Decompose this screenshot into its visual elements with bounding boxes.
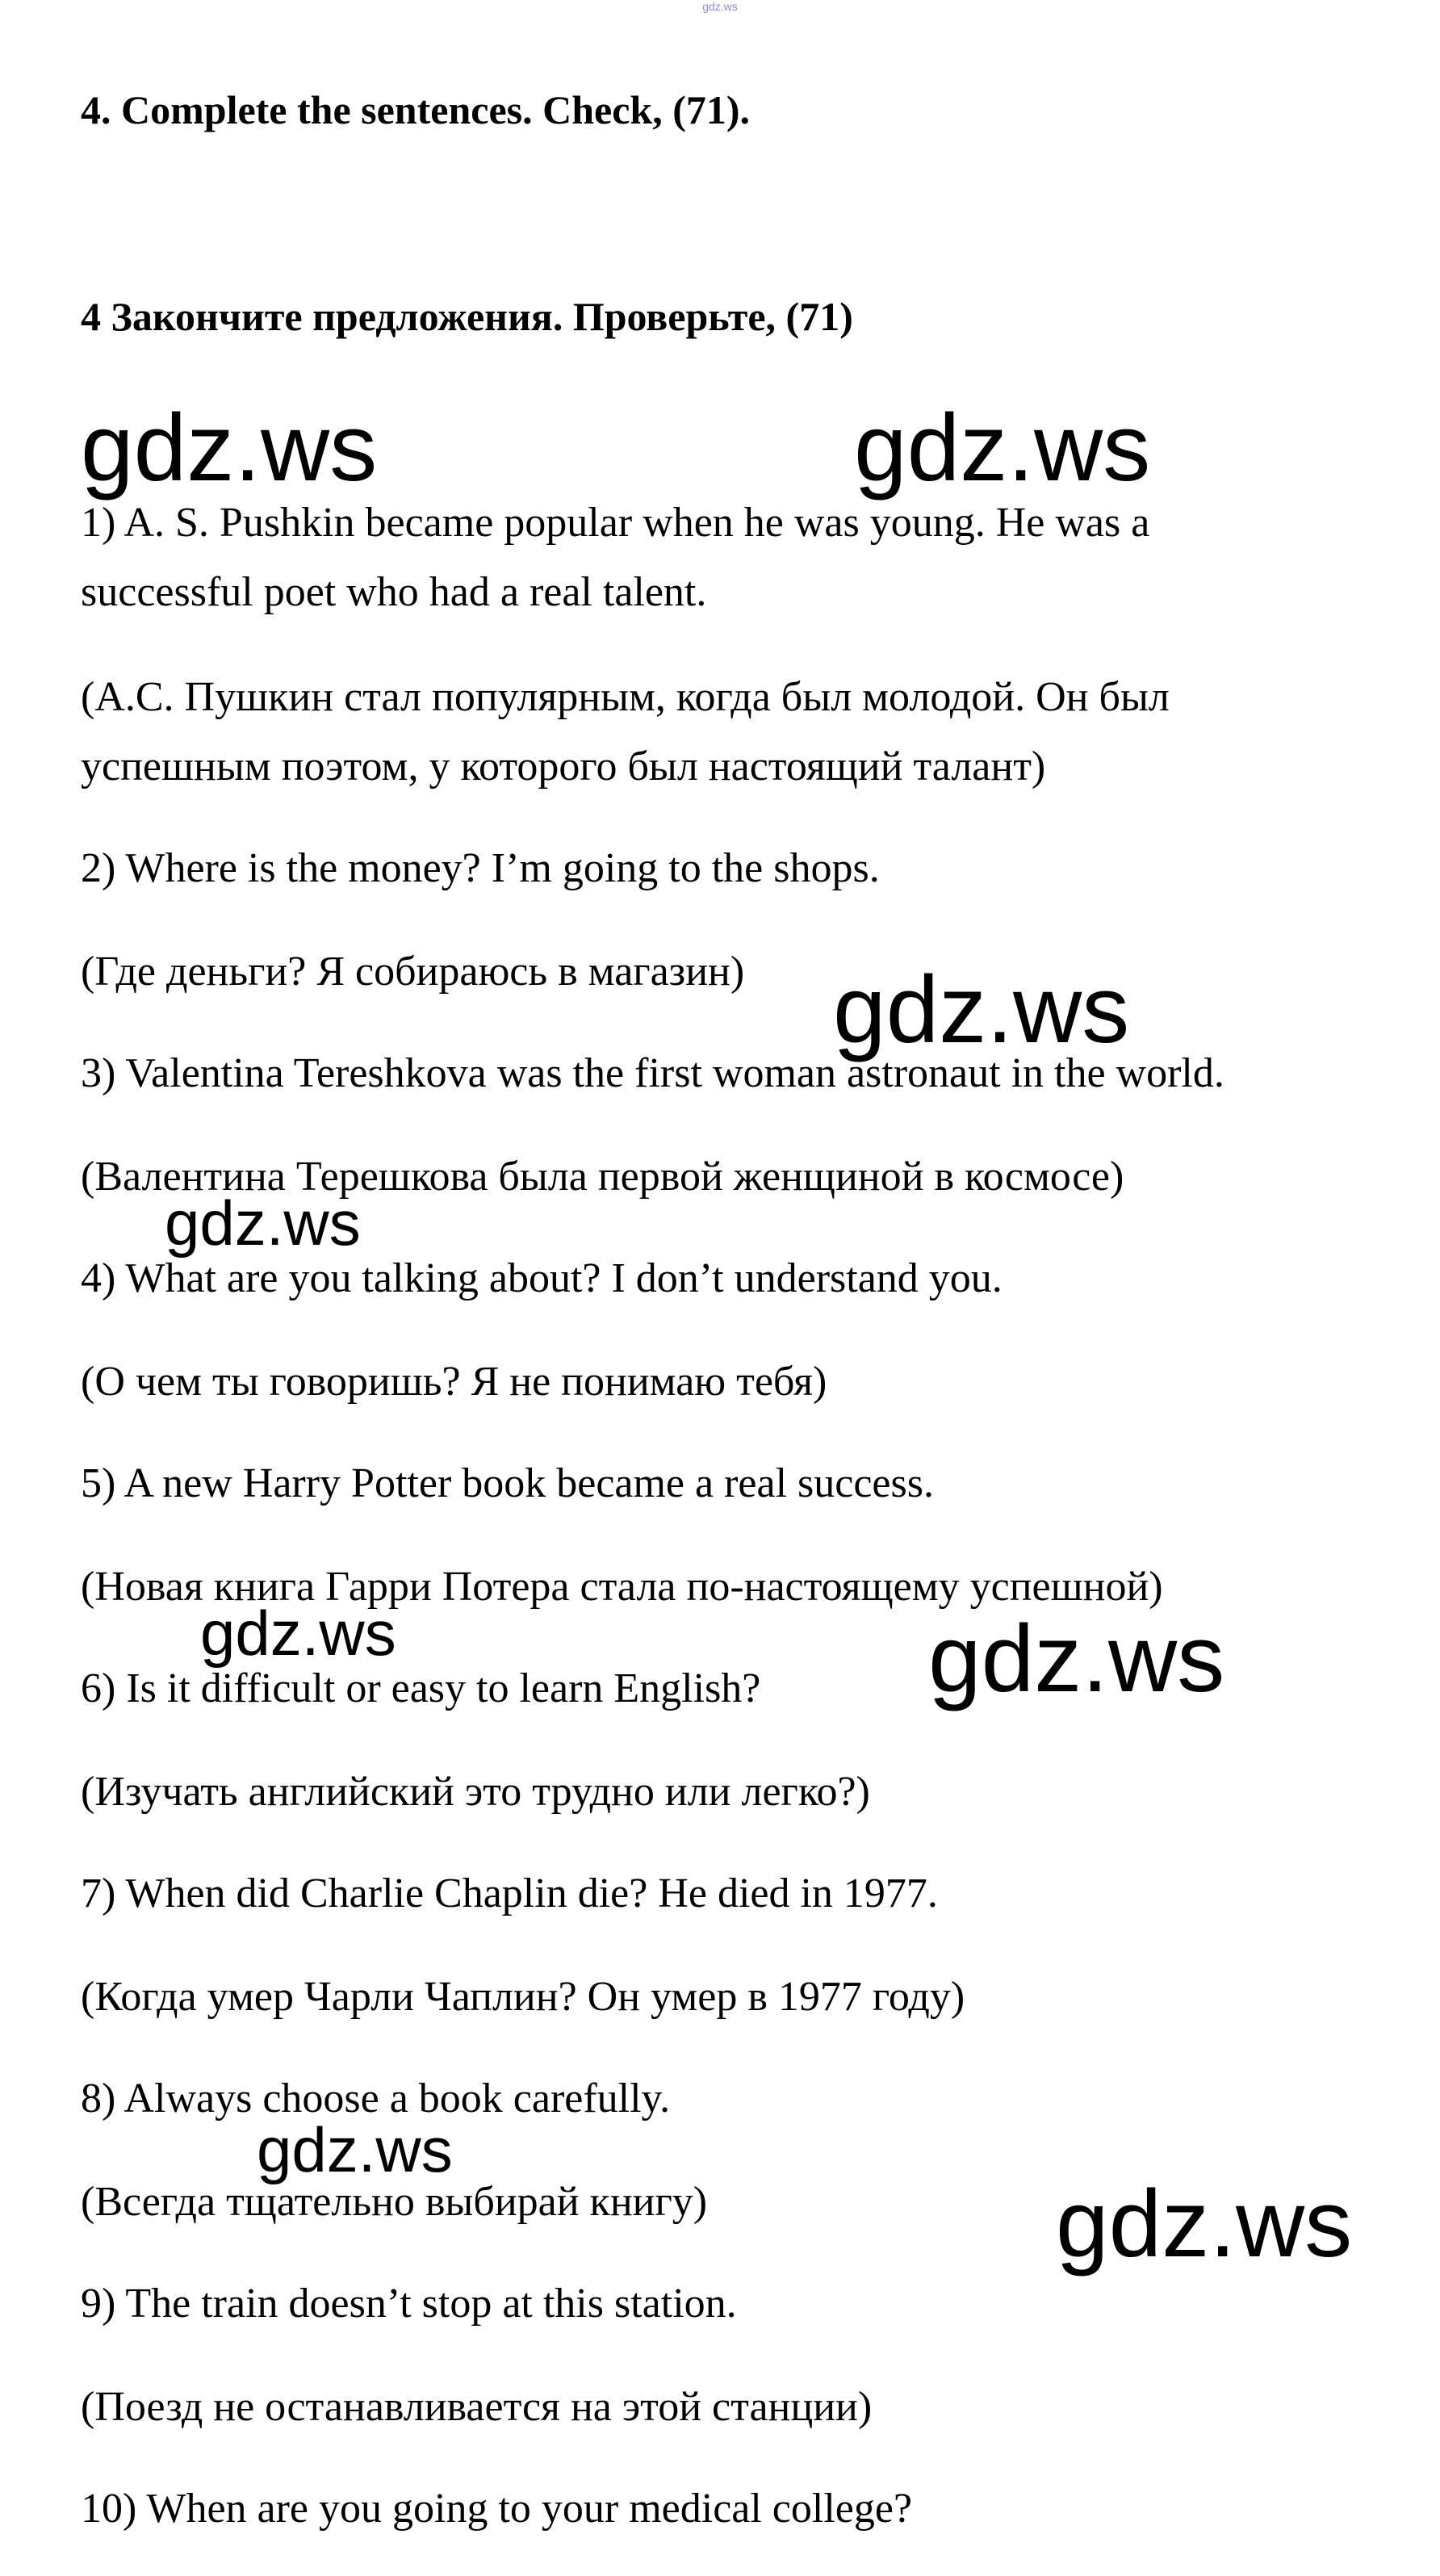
text-line: (Когда умер Чарли Чаплин? Он умер в 1977 году) xyxy=(81,1974,965,2020)
heading-russian: 4 Закончите предложения. Проверьте, (71) xyxy=(81,294,853,339)
text-line: успешным поэтом, у которого был настоящий талант) xyxy=(81,743,1046,790)
text-line: 5) A new Harry Potter book became a real success. xyxy=(81,1460,934,1506)
watermark: gdz.ws xyxy=(257,2114,453,2185)
text-line: 10) When are you going to your medical college? xyxy=(81,2486,913,2532)
text-line: 9) The train doesn’t stop at this station. xyxy=(81,2281,737,2327)
text-line: successful poet who had a real talent. xyxy=(81,569,707,615)
text-line: 8) Always choose a book carefully. xyxy=(81,2075,671,2122)
watermark: gdz.ws xyxy=(81,395,378,501)
text-line: (Где деньги? Я собираюсь в магазин) xyxy=(81,949,745,995)
text-line: (А.С. Пушкин стал популярным, когда был молодой. Он был xyxy=(81,674,1170,720)
text-line: 2) Where is the money? I’m going to the shops. xyxy=(81,845,880,891)
heading-english: 4. Complete the sentences. Check, (71). xyxy=(81,87,751,132)
text-line: (О чем ты говоришь? Я не понимаю тебя) xyxy=(81,1359,827,1405)
text-line: (Всегда тщательно выбирай книгу) xyxy=(81,2179,708,2225)
text-line: (Изучать английский это трудно или легко?) xyxy=(81,1769,870,1815)
watermark: gdz.ws xyxy=(833,957,1130,1063)
watermark: gdz.ws xyxy=(1056,2171,1353,2277)
watermark: gdz.ws xyxy=(854,395,1151,501)
text-line: 3) Valentina Tereshkova was the first woman astronaut in the world. xyxy=(81,1050,1224,1096)
watermark: gdz.ws xyxy=(928,1606,1225,1712)
text-line: 1) A. S. Pushkin became popular when he was young. He was a xyxy=(81,500,1150,546)
text-line: (Новая книга Гарри Потера стала по-настоящему успешной) xyxy=(81,1564,1163,1610)
watermark: gdz.ws xyxy=(200,1598,396,1669)
watermark: gdz.ws xyxy=(165,1187,361,1259)
text-line: 7) When did Charlie Chaplin die? He died in 1977. xyxy=(81,1870,938,1916)
text-line: 4) What are you talking about? I don’t understand you. xyxy=(81,1255,1003,1301)
top-watermark: gdz.ws xyxy=(702,0,738,13)
text-line: (Поезд не останавливается на этой станции) xyxy=(81,2384,873,2430)
text-line: (Валентина Терешкова была первой женщиной в космосе) xyxy=(81,1154,1124,1200)
text-line: 6) Is it difficult or easy to learn English? xyxy=(81,1665,761,1711)
